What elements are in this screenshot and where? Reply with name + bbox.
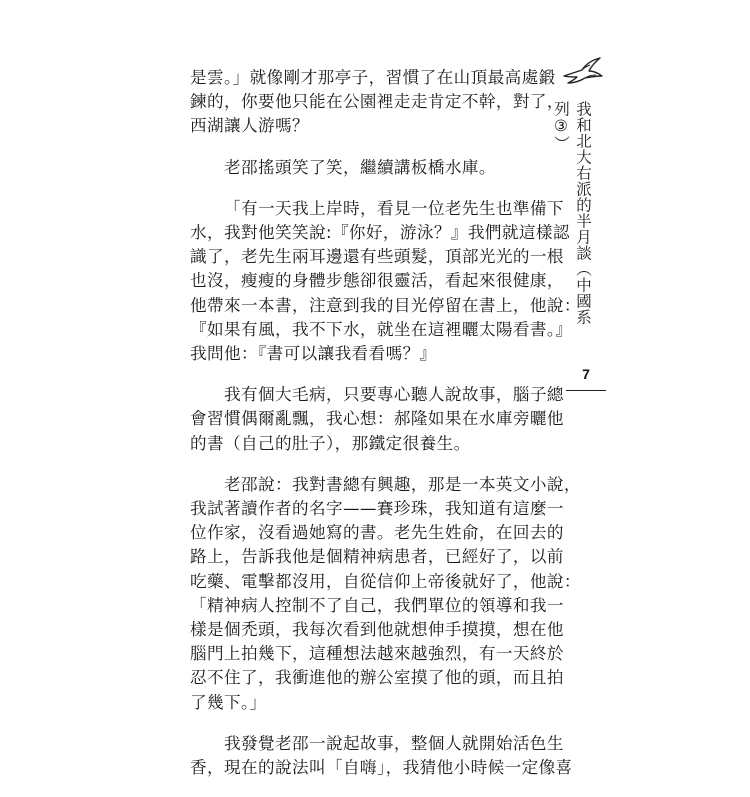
running-header-book-title: 我和北大右派的半月談（中國系列③） <box>552 101 592 325</box>
text-line: 『如果有風，我不下水，就坐在這裡曬太陽看書。』 <box>190 319 573 339</box>
text-line: 「有一天我上岸時，看見一位老先生也準備下 <box>224 198 564 218</box>
text-line: 我問他：『書可以讓我看看嗎？』 <box>190 344 437 364</box>
text-line: 的書（自己的肚子），那鐵定很養生。 <box>190 433 471 453</box>
text-line: 識了，老先生兩耳邊還有些頭髮，頂部光光的一根 <box>190 247 564 267</box>
text-line: 「精神病人控制不了自己，我們單位的領導和我一 <box>190 595 564 615</box>
paragraph <box>190 156 552 180</box>
text-line: 他帶來一本書，注意到我的目光停留在書上，他說： <box>190 295 581 315</box>
text-line: 香，現在的說法叫「自嗨」，我猜他小時候一定像喜 <box>190 758 573 778</box>
text-line: 老邵說：我對書總有興趣，那是一本英文小說， <box>224 474 581 494</box>
paragraph <box>190 66 564 139</box>
text-line: 鍊的，你要他只能在公園裡走走肯定不幹，對了， <box>190 92 564 112</box>
text-line: 樣是個禿頭，我每次看到他就想伸手摸摸，想在他 <box>190 620 564 640</box>
text-line: 我試著讀作者的名字——賽珍珠，我知道有這麼一 <box>190 499 564 519</box>
paragraph <box>190 473 581 715</box>
text-line: 忍不住了，我衝進他的辦公室摸了他的頭，而且拍 <box>190 668 564 688</box>
text-line: 是雲。」就像剛才那亭子，習慣了在山頂最高處鍛 <box>190 68 556 87</box>
text-line: 老邵搖頭笑了笑，繼續講板橋水庫。 <box>224 157 496 177</box>
page-number: 7 <box>582 366 590 382</box>
bird-icon <box>560 56 604 88</box>
paragraph <box>190 383 564 456</box>
text-line: 也沒，瘦瘦的身體步態卻很靈活，看起來很健康， <box>190 271 564 291</box>
text-line: 位作家，沒看過她寫的書。老先生姓俞，在回去的 <box>190 523 564 543</box>
text-line: 我有個大毛病，只要專心聽人說故事，腦子總 <box>224 385 564 405</box>
text-line: 水，我對他笑笑說:『你好，游泳？』我們就這樣認 <box>190 223 570 243</box>
text-line: 了幾下。」 <box>190 692 267 712</box>
text-line: 腦門上拍幾下，這種想法越來越強烈，有一天終於 <box>190 644 564 664</box>
text-line: 我發覺老邵一說起故事，整個人就開始活色生 <box>224 733 564 753</box>
text-line: 路上，告訴我他是個精神病患者，已經好了，以前 <box>190 547 564 567</box>
text-line: 吃藥、電擊都沒用，自從信仰上帝後就好了，他說： <box>190 571 581 591</box>
paragraph <box>190 197 581 366</box>
text-line: 西湖讓人游嗎？ <box>190 116 309 136</box>
page-number-rule <box>566 390 606 391</box>
text-line: 會習慣偶爾亂飄，我心想：郝隆如果在水庫旁曬他 <box>190 409 564 429</box>
paragraph <box>190 732 573 780</box>
